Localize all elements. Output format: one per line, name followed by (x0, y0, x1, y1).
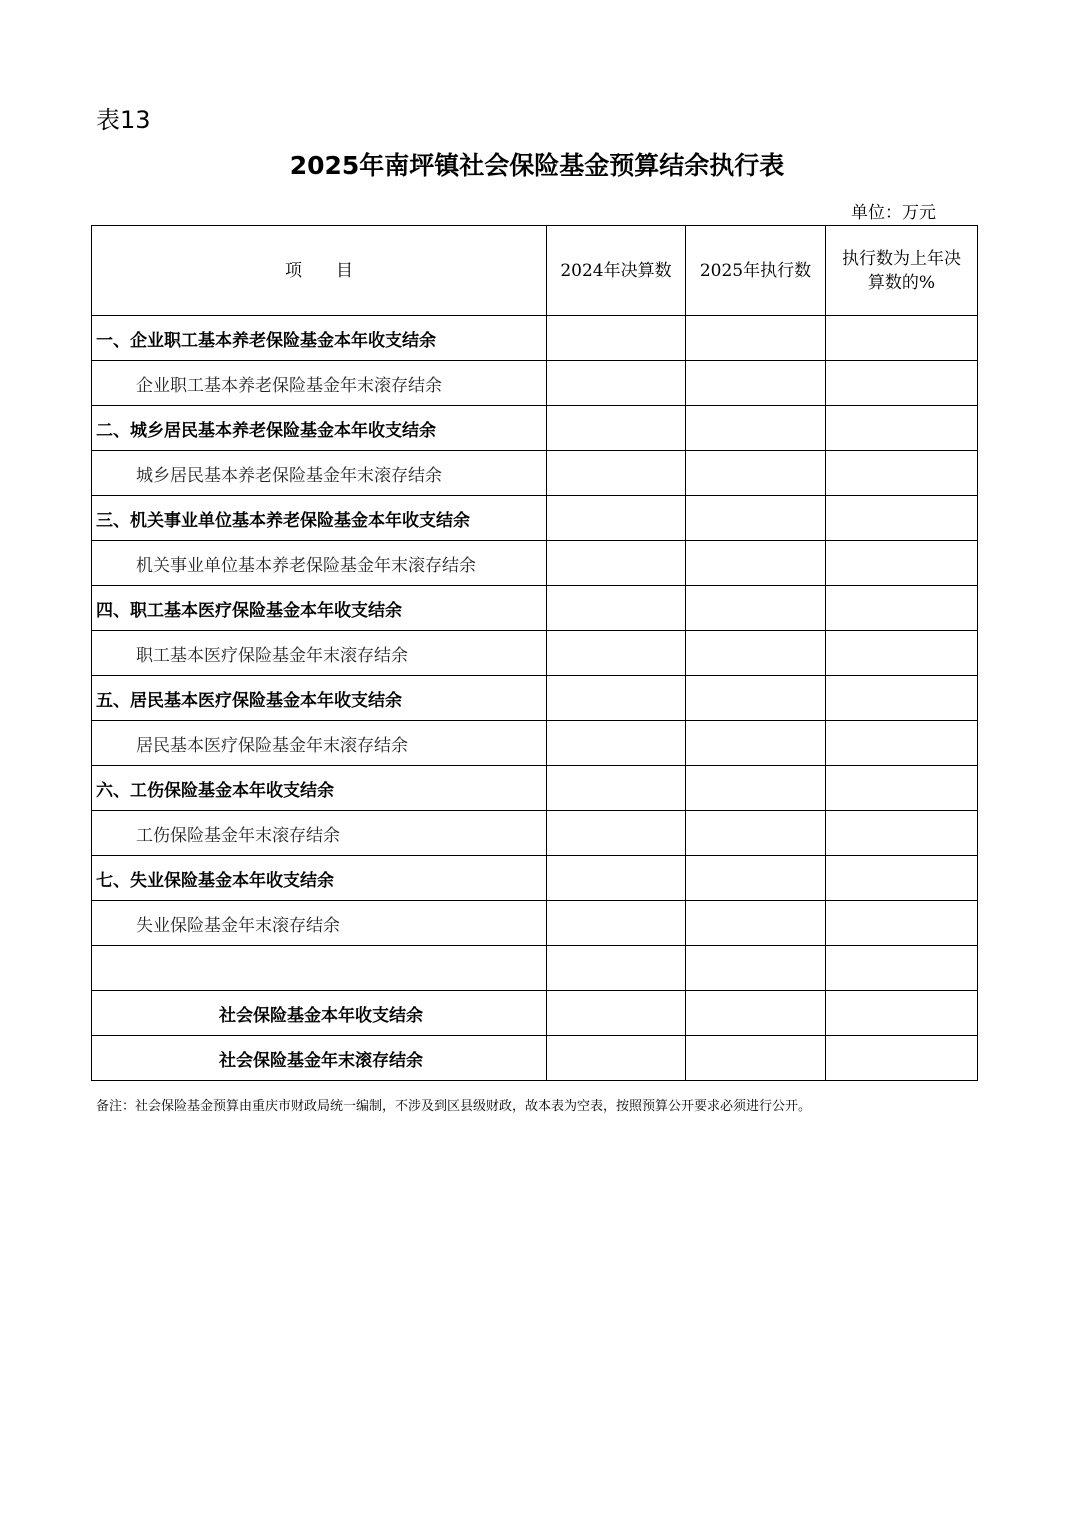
table-row (92, 721, 978, 766)
value-cell (826, 1036, 978, 1081)
table-row (92, 991, 978, 1036)
value-cell (686, 856, 826, 901)
table-row (92, 1036, 978, 1081)
value-cell (826, 991, 978, 1036)
row-label: 七、失业保险基金本年收支结余 (92, 856, 547, 901)
value-cell (686, 496, 826, 541)
value-cell (547, 496, 686, 541)
row-label: 失业保险基金年末滚存结余 (92, 901, 547, 946)
value-cell (826, 676, 978, 721)
value-cell (686, 721, 826, 766)
page-title: 2025年南坪镇社会保险基金预算结余执行表 (289, 151, 785, 180)
table-row (92, 631, 978, 676)
header-2024-final: 2024年决算数 (547, 226, 686, 316)
value-cell (686, 766, 826, 811)
table-row (92, 901, 978, 946)
row-label: 工伤保险基金年末滚存结余 (92, 811, 547, 856)
value-cell (547, 316, 686, 361)
value-cell (547, 451, 686, 496)
row-label: 四、职工基本医疗保险基金本年收支结余 (92, 586, 547, 631)
table-row (92, 856, 978, 901)
value-cell (547, 901, 686, 946)
row-label: 五、居民基本医疗保险基金本年收支结余 (92, 676, 547, 721)
value-cell (686, 361, 826, 406)
row-label: 三、机关事业单位基本养老保险基金本年收支结余 (92, 496, 547, 541)
value-cell (547, 856, 686, 901)
table-row (92, 406, 978, 451)
table-row (92, 316, 978, 361)
header-item: 项 目 (92, 226, 547, 316)
value-cell (686, 451, 826, 496)
value-cell (686, 946, 826, 991)
row-label: 二、城乡居民基本养老保险基金本年收支结余 (92, 406, 547, 451)
header-percent: 执行数为上年决算数的% (826, 226, 978, 316)
row-label: 企业职工基本养老保险基金年末滚存结余 (92, 361, 547, 406)
value-cell (826, 946, 978, 991)
value-cell (826, 451, 978, 496)
value-cell (826, 496, 978, 541)
value-cell (826, 316, 978, 361)
table-row (92, 451, 978, 496)
value-cell (686, 631, 826, 676)
row-label: 六、工伤保险基金本年收支结余 (92, 766, 547, 811)
value-cell (826, 811, 978, 856)
row-label: 一、企业职工基本养老保险基金本年收支结余 (92, 316, 547, 361)
table-row (92, 766, 978, 811)
table-row (92, 676, 978, 721)
value-cell (547, 811, 686, 856)
value-cell (826, 406, 978, 451)
table-row (92, 586, 978, 631)
value-cell (547, 766, 686, 811)
value-cell (547, 946, 686, 991)
footnote: 备注：社会保险基金预算由重庆市财政局统一编制，不涉及到区县级财政，故本表为空表，按照预算公开要求必须进行公开。 (96, 1099, 812, 1114)
table-row (92, 496, 978, 541)
table-header-row (92, 226, 978, 316)
value-cell (547, 586, 686, 631)
value-cell (826, 901, 978, 946)
value-cell (547, 406, 686, 451)
value-cell (686, 991, 826, 1036)
table-number: 表13 (96, 106, 151, 134)
unit-label: 单位：万元 (851, 203, 936, 223)
table-row (92, 541, 978, 586)
value-cell (547, 361, 686, 406)
row-label: 职工基本医疗保险基金年末滚存结余 (92, 631, 547, 676)
row-label: 城乡居民基本养老保险基金年末滚存结余 (92, 451, 547, 496)
value-cell (826, 856, 978, 901)
value-cell (826, 361, 978, 406)
value-cell (826, 631, 978, 676)
value-cell (547, 541, 686, 586)
budget-table (91, 225, 978, 1081)
value-cell (547, 631, 686, 676)
value-cell (686, 541, 826, 586)
table-row (92, 361, 978, 406)
header-2025-execution: 2025年执行数 (686, 226, 826, 316)
row-label: 社会保险基金本年收支结余 (92, 991, 547, 1036)
row-label (92, 946, 547, 991)
value-cell (547, 1036, 686, 1081)
value-cell (686, 1036, 826, 1081)
row-label: 居民基本医疗保险基金年末滚存结余 (92, 721, 547, 766)
value-cell (826, 766, 978, 811)
value-cell (686, 586, 826, 631)
value-cell (686, 316, 826, 361)
table-row (92, 811, 978, 856)
value-cell (686, 406, 826, 451)
value-cell (547, 676, 686, 721)
value-cell (686, 676, 826, 721)
value-cell (826, 541, 978, 586)
table-row (92, 946, 978, 991)
value-cell (547, 721, 686, 766)
value-cell (547, 991, 686, 1036)
value-cell (826, 586, 978, 631)
row-label: 机关事业单位基本养老保险基金年末滚存结余 (92, 541, 547, 586)
value-cell (686, 901, 826, 946)
value-cell (686, 811, 826, 856)
row-label: 社会保险基金年末滚存结余 (92, 1036, 547, 1081)
value-cell (826, 721, 978, 766)
